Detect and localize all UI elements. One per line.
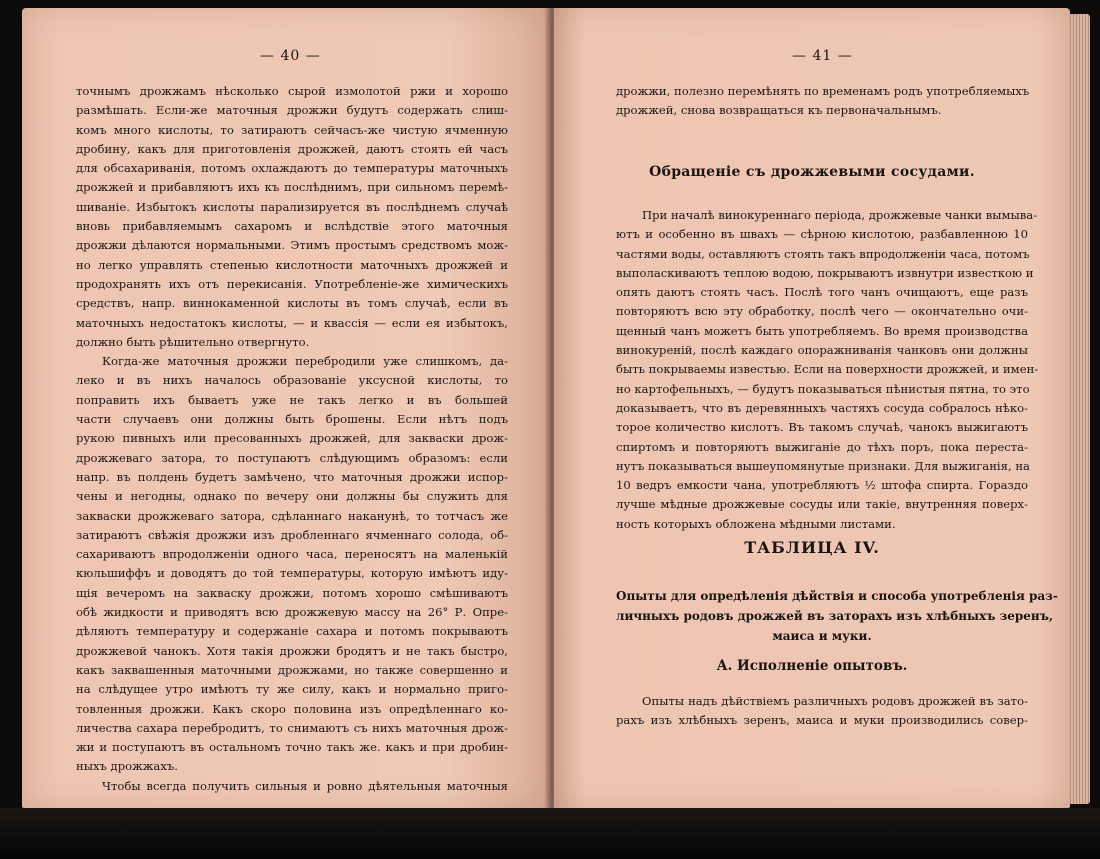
text-line: на слѣдущее утро имѣютъ ту же силу, какъ и нормально приго-: [76, 682, 508, 697]
text-line: Опыты для опредѣленія дѣйствія и способа употребленія раз-: [616, 589, 1058, 603]
text-line: повторяютъ всю эту обработку, послѣ чего — окончательно очи-: [616, 304, 1028, 319]
text-line: личества сахара перебродитъ, то снимаютъ съ нихъ маточныя дрож-: [76, 720, 508, 735]
text-line: части случаевъ они должны быть брошены. Если нѣтъ подъ: [76, 412, 508, 427]
text-line: размѣшать. Если-же маточныя дрожжи будутъ содержать слиш-: [76, 103, 508, 118]
text-line: дрожжи дѣлаются нормальными. Этимъ простымъ средствомъ мож-: [76, 238, 508, 253]
text-line: щія вечеромъ на закваску дрожжи, потомъ хорошо смѣшиваютъ: [76, 585, 508, 600]
text-line: доказываетъ, что въ деревянныхъ частяхъ сосуда собралось нѣко-: [616, 400, 1028, 415]
text-line: напр. въ полдень будетъ замѣчено, что маточныя дрожжи испор-: [76, 469, 508, 484]
text-line: поправить ихъ бываетъ уже не такъ легко и въ большей: [76, 392, 508, 407]
text-line: ныхъ дрожжахъ.: [76, 759, 178, 774]
text-line: частями воды, оставляютъ стоять такъ впродолженіи часа, потомъ: [616, 246, 1030, 261]
text-line: кюльшиффъ и доводятъ до той температуры, которую имѣютъ иду-: [76, 566, 508, 581]
text-line: При началѣ винокуреннаго періода, дрожжевые чанки вымыва-: [642, 208, 1038, 222]
text-line: дрожжеваго затора, то поступаютъ слѣдующимъ образомъ: если: [76, 450, 508, 465]
text-line: леко и въ нихъ началось образованіе уксусной кислоты, то: [76, 373, 508, 388]
text-line: средствъ, напр. виннокаменной кислоты въ томъ случаѣ, если въ: [76, 296, 508, 311]
text-line: дрожжей и прибавляютъ ихъ къ послѣднимъ, при сильномъ перемѣ-: [76, 180, 508, 195]
text-line: дѣляютъ температуру и содержаніе сахара и потомъ покрываютъ: [76, 624, 508, 639]
left-page-body: [76, 82, 508, 796]
text-line: но легко управлять степенью кислотности маточныхъ дрожжей и: [76, 257, 508, 272]
text-line: спиртомъ и повторяютъ выжиганіе до тѣхъ поръ, пока переста-: [616, 439, 1028, 454]
text-line: дрожжи, полезно перемѣнять по временамъ родъ употребляемыхъ: [616, 84, 1030, 98]
text-line: комъ много кислоты, то затираютъ сейчасъ-же чистую ячменную: [76, 122, 508, 137]
section-heading: Обращеніе съ дрожжевыми сосудами.: [649, 164, 975, 180]
page-stack-edge: [1068, 14, 1090, 804]
text-line: но картофельныхъ, — будутъ показываться пѣнистыя пятна, то это: [616, 381, 1030, 396]
text-line: щенный чанъ можетъ быть употребляемъ. Во время производства: [616, 323, 1028, 338]
text-line: затираютъ свѣжія дрожжи изъ дробленнаго ячменнаго солода, об-: [76, 527, 508, 542]
text-line: винокуреній, послѣ каждаго опоражниванія чанковъ они должны: [616, 343, 1028, 358]
text-line: выполаскиваютъ теплою водою, покрываютъ извнутри известкою и: [616, 265, 1034, 280]
text-line: дрожжей, снова возвращаться къ первоначальнымъ.: [616, 103, 942, 118]
text-line: быть покрываемы известью. Если на поверхности дрожжей, и имен-: [616, 362, 1039, 377]
text-line: опять даютъ стоять часъ. Послѣ того чанъ очищаютъ, еще разъ: [616, 285, 1028, 300]
closing-body: [616, 692, 1028, 731]
right-page: [554, 8, 1070, 808]
text-line: товленныя дрожжи. Какъ скоро половина изъ опредѣленнаго ко-: [76, 701, 508, 716]
text-line: дробину, какъ для приготовленія дрожжей, даютъ стоять ей часъ: [76, 141, 508, 156]
text-line: нутъ показываться вышеупомянутые признаки. Для выжиганія, на: [616, 458, 1030, 473]
text-line: рахъ изъ хлѣбныхъ зеренъ, маиса и муки производились совер-: [616, 713, 1028, 728]
text-line: для обсахариванія, потомъ охлаждаютъ до температуры маточныхъ: [76, 161, 508, 176]
text-line: маиса и муки.: [772, 629, 872, 643]
text-line: ютъ и особенно въ швахъ — сѣрною кислотою, разбавленною 10: [616, 227, 1028, 242]
text-line: какъ заквашенныя маточными дрожжами, но также совершенно и: [76, 662, 508, 677]
text-line: жи и поступаютъ въ остальномъ точно такъ же. какъ и при дробин-: [76, 740, 508, 755]
text-line: чены и негодны, однако по вечеру они должны бы служить для: [76, 489, 508, 504]
book-cover-edge: [0, 808, 1100, 859]
text-line: точнымъ дрожжамъ нѣсколько сырой измолотой ржи и хорошо: [76, 84, 508, 98]
text-line: обѣ жидкости и приводятъ всю дрожжевую массу на 26° Р. Опре-: [76, 605, 508, 620]
left-page: [22, 8, 550, 808]
text-line: ность которыхъ обложена мѣдными листами.: [616, 516, 896, 531]
page-number-left: — 40 —: [260, 48, 321, 64]
text-line: дрожжевой чанокъ. Хотя такія дрожжи бродятъ и не такъ быстро,: [76, 643, 508, 658]
text-line: шиваніе. Избытокъ кислоты парализируется въ послѣднемъ случаѣ: [76, 199, 508, 214]
text-line: Когда-же маточныя дрожжи перебродили уже слишкомъ, да-: [102, 354, 508, 369]
text-line: рукою пивныхъ или пресованныхъ дрожжей, для закваски дрож-: [76, 431, 508, 446]
table-subtitle: [616, 586, 1058, 646]
text-line: 10 ведръ емкости чана, употребляютъ ½ штофа спирта. Гораздо: [616, 478, 1028, 493]
table-heading: ТАБЛИЦА IV.: [744, 538, 880, 557]
section-body: [616, 206, 1039, 534]
text-line: должно быть рѣшительно отвергнуто.: [76, 334, 310, 349]
text-line: торое количество кислотъ. Въ такомъ случаѣ, чанокъ выжигаютъ: [616, 420, 1028, 435]
subsection-heading: А. Исполненіе опытовъ.: [716, 658, 908, 674]
right-page-intro: [616, 82, 1028, 121]
text-line: закваски дрожжеваго затора, сдѣланнаго наканунѣ, то тотчасъ же: [76, 508, 508, 523]
text-line: Чтобы всегда получить сильныя и ровно дѣятельныя маточныя: [102, 778, 508, 793]
text-line: маточныхъ недостатокъ кислоты, — и квассія — если ея избытокъ,: [76, 315, 508, 330]
page-number-right: — 41 —: [792, 48, 853, 64]
text-line: вновь прибавляемымъ сахаромъ и вслѣдствіе этого маточныя: [76, 219, 508, 234]
text-line: сахариваютъ впродолженіи одного часа, переносятъ на маленькій: [76, 547, 508, 562]
text-line: лучше мѣдные дрожжевые сосуды или такіе, внутренняя поверх-: [616, 497, 1028, 512]
text-line: Опыты надъ дѣйствіемъ различныхъ родовъ дрожжей въ затo-: [642, 694, 1028, 708]
text-line: продохранять ихъ отъ перекисанія. Употребленіе-же химическихъ: [76, 276, 508, 291]
text-line: личныхъ родовъ дрожжей въ заторахъ изъ хлѣбныхъ зеренъ,: [616, 609, 1054, 623]
